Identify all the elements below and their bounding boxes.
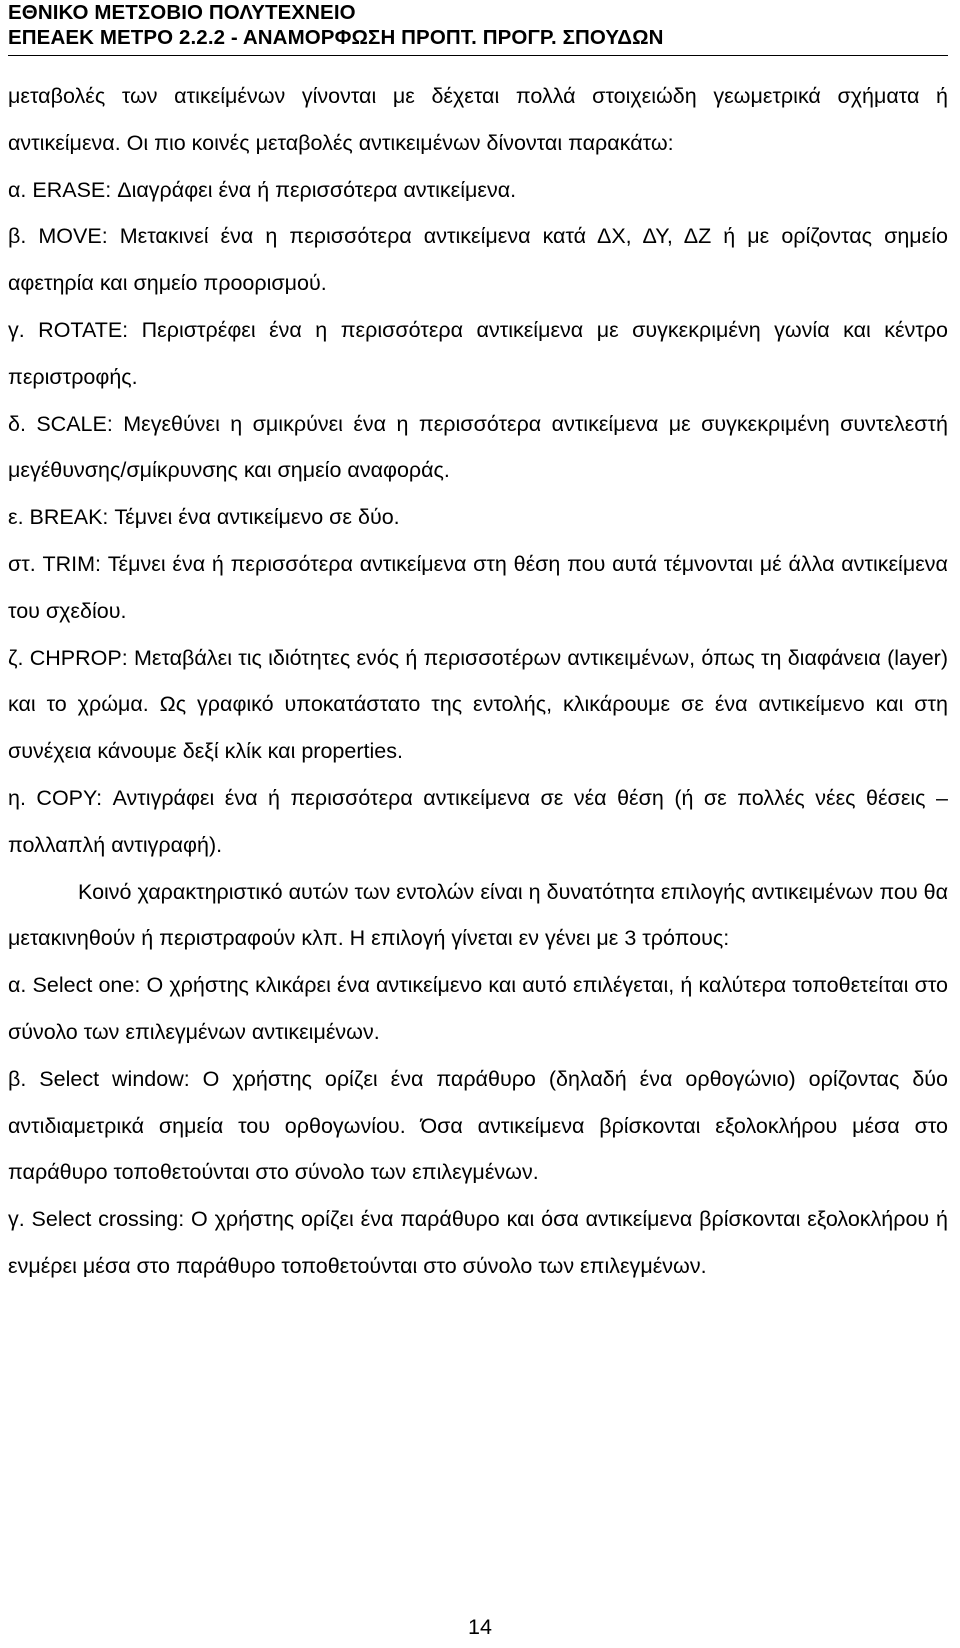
- header-institution: ΕΘΝΙΚΟ ΜΕΤΣΟΒΙΟ ΠΟΛΥΤΕΧΝΕΙΟ: [8, 1, 356, 24]
- paragraph-intro: μεταβολές των ατικείμένων γίνονται με δέχεται πολλά στοιχειώδη γεωμετρικά σχήματα ή αντικείμενα. Οι πιο κοινές μεταβολές αντικειμένων δίνονται παρακάτω:: [8, 84, 948, 155]
- list-item-chprop: ζ. CHPROP: Μεταβάλει τις ιδιότητες ενός ή περισσοτέρων αντικειμένων, όπως τη διαφάνεια (layer) και το χρώμα. Ως γραφικό υποκατάστατο της εντολής, κλικάρουμε σε ένα αντικείμενο και στη συνέχεια κάνουμε δεξί κλίκ και properties.: [8, 645, 948, 764]
- header-program: ΕΠΕΑΕΚ ΜΕΤΡΟ 2.2.2 - ΑΝΑΜΟΡΦΩΣΗ ΠΡΟΠΤ. ΠΡΟΓΡ. ΣΠΟΥΔΩΝ: [8, 26, 664, 49]
- paragraph-selection: Κοινό χαρακτηριστικό αυτών των εντολών είναι η δυνατότητα επιλογής αντικειμένων που θα μετακινηθούν ή περιστραφούν κλπ. Η επιλογή γίνεται εν γένει με 3 τρόπους:: [8, 879, 948, 951]
- list-item-select-one: α. Select one: Ο χρήστης κλικάρει ένα αντικείμενο και αυτό επιλέγεται, ή καλύτερα τοποθετείται στο σύνολο των επιλεγμένων αντικειμένων.: [8, 973, 948, 1044]
- page-number: 14: [468, 1615, 492, 1639]
- header-divider: [8, 55, 948, 56]
- list-item-rotate: γ. ROTATE: Περιστρέφει ένα η περισσότερα αντικείμενα με συγκεκριμένη γωνία και κέντρο περιστροφής.: [8, 317, 948, 389]
- list-item-trim: στ. TRIM: Τέμνει ένα ή περισσότερα αντικείμενα στη θέση που αυτά τέμνονται μέ άλλα αντικείμενα του σχεδίου.: [8, 551, 948, 623]
- list-item-select-window: β. Select window: Ο χρήστης ορίζει ένα παράθυρο (δηλαδή ένα ορθογώνιο) ορίζοντας δύο αντιδιαμετρικά σημεία του ορθογωνίου. Όσα αντικείμενα βρίσκονται εξολοκλήρου μέσα στο παράθυρο τοποθετούνται στο σύνολο των επιλεγμένων.: [8, 1066, 948, 1185]
- list-item-move: β. MOVE: Μετακινεί ένα η περισσότερα αντικείμενα κατά ΔΧ, ΔΥ, ΔΖ ή με ορίζοντας σημείο αφετηρία και σημείο προορισμού.: [8, 224, 948, 296]
- document-body: [8, 73, 948, 1290]
- list-item-erase: α. ERASE: Διαγράφει ένα ή περισσότερα αντικείμενα.: [8, 177, 517, 202]
- list-item-select-crossing: γ. Select crossing: Ο χρήστης ορίζει ένα παράθυρο και όσα αντικείμενα βρίσκονται εξολοκλήρου ή ενμέρει μέσα στο παράθυρο τοποθετούνται στο σύνολο των επιλεγμένων.: [8, 1207, 948, 1278]
- list-item-copy: η. COPY: Αντιγράφει ένα ή περισσότερα αντικείμενα σε νέα θέση (ή σε πολλές νέες θέσεις – πολλαπλή αντιγραφή).: [8, 785, 948, 857]
- list-item-break: ε. BREAK: Τέμνει ένα αντικείμενο σε δύο.: [8, 505, 400, 530]
- list-item-scale: δ. SCALE: Μεγεθύνει η σμικρύνει ένα η περισσότερα αντικείμενα με συγκεκριμένη συντελεστή μεγέθυνσης/σμίκρυνσης και σημείο αναφοράς.: [8, 411, 948, 483]
- page-header: [8, 0, 948, 50]
